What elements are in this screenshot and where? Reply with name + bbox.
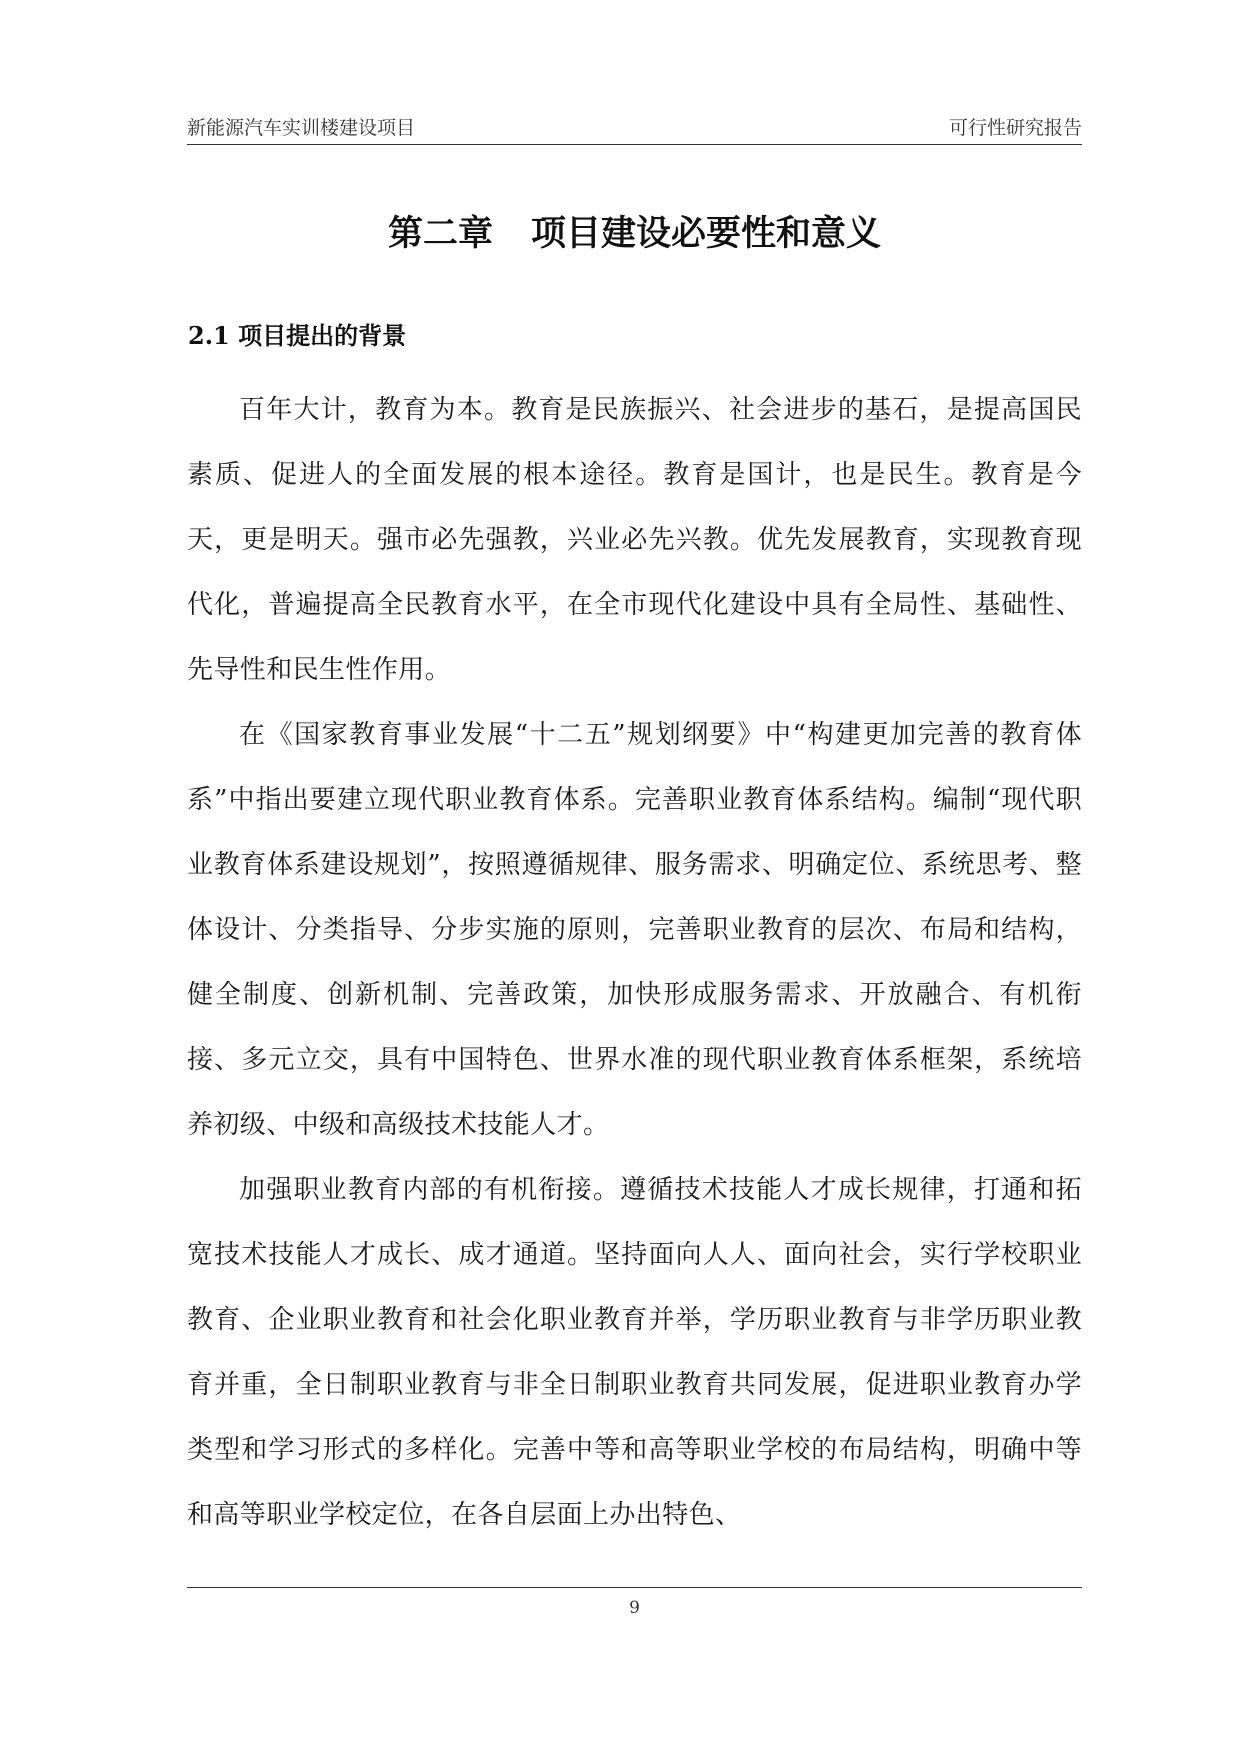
chapter-number: 第二章: [387, 213, 493, 254]
header-report-type: 可行性研究报告: [948, 117, 1082, 139]
page-number: 9: [629, 1598, 640, 1618]
paragraph-2: 在《国家教育事业发展“十二五”规划纲要》中“构建更加完善的教育体系”中指出要建立现代职业教育体系。完善职业教育体系结构。编制“现代职业教育体系建设规划”，按照遵循规律、服务需求、明确定位、系统思考、整体设计、分类指导、分步实施的原则，完善职业教育的层次、布局和结构，健全制度、创新机制、完善政策，加快形成服务需求、开放融合、有机衔接、多元立交，具有中国特色、世界水准的现代职业教育体系框架，系统培养初级、中级和高级技术技能人才。: [187, 720, 1082, 1140]
paragraph-3: 加强职业教育内部的有机衔接。遵循技术技能人才成长规律，打通和拓宽技术技能人才成长、成才通道。坚持面向人人、面向社会，实行学校职业教育、企业职业教育和社会化职业教育并举，学历职业教育与非学历职业教育并重，全日制职业教育与非全日制职业教育共同发展，促进职业教育办学类型和学习形式的多样化。完善中等和高等职业学校的布局结构，明确中等和高等职业学校定位，在各自层面上办出特色、: [187, 1175, 1082, 1530]
body-text: [187, 378, 1082, 1548]
section-heading: 2.1 项目提出的背景: [188, 321, 407, 350]
page-footer: [187, 1587, 1082, 1618]
page-header: [187, 114, 1082, 145]
paragraph-1: 百年大计，教育为本。教育是民族振兴、社会进步的基石，是提高国民素质、促进人的全面发展的根本途径。教育是国计，也是民生。教育是今天，更是明天。强市必先强教，兴业必先兴教。优先发展教育，实现教育现代化，普遍提高全民教育水平，在全市现代化建设中具有全局性、基础性、先导性和民生性作用。: [187, 395, 1082, 685]
chapter-name: 项目建设必要性和意义: [531, 213, 882, 254]
header-document-title: 新能源汽车实训楼建设项目: [187, 117, 416, 139]
chapter-title: [187, 212, 1082, 256]
